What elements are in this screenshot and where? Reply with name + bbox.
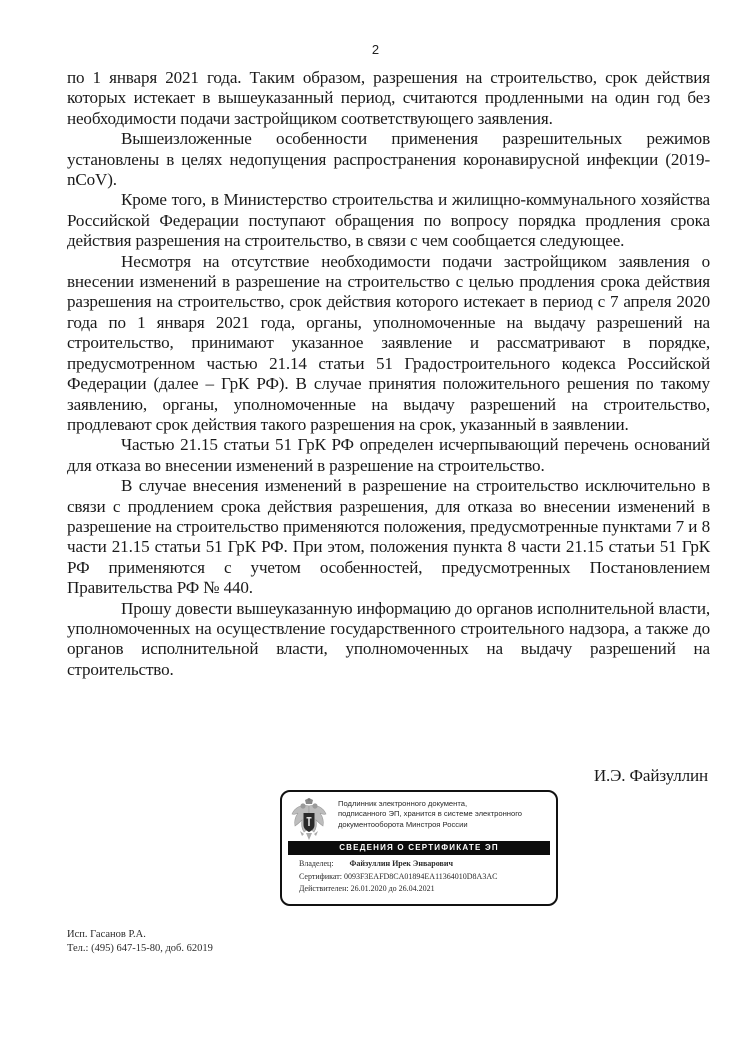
coat-of-arms-icon xyxy=(290,798,328,842)
paragraph: Прошу довести вышеуказанную информацию до органов исполнительной власти, уполномоченных на осуществление государственного строительного надзора, а также до органов исполнительной власти, уполномоченных на выдачу разрешений на строительство. xyxy=(67,598,710,679)
stamp-header-line: документооборота Минстроя России xyxy=(338,819,468,829)
owner-row xyxy=(299,858,554,871)
paragraph: Частью 21.15 статьи 51 ГрК РФ определен исчерпывающий перечень оснований для отказа во внесении изменений в разрешение на строительство. xyxy=(67,435,710,475)
validity-value: 26.01.2020 до 26.04.2021 xyxy=(350,884,435,894)
paragraph: В случае внесения изменений в разрешение на строительство исключительно в связи с продлением срока действия разрешения, для отказа во внесении изменений в разрешение на строительство применяются положения, предусмотренные пунктами 7 и 8 части 21.15 статьи 51 ГрК РФ. При этом, положения пункта 8 части 21.15 статьи 51 ГрК РФ применяются с учетом особенностей, предусмотренных Постановлением Правительства РФ № 440. xyxy=(67,476,710,598)
stamp-header-line: подписанного ЭП, хранится в системе электронного xyxy=(338,809,523,819)
certificate-details xyxy=(299,858,554,896)
executor-name: Исп. Гасанов Р.А. xyxy=(67,929,146,940)
executor-info xyxy=(67,928,213,956)
paragraph: Вышеизложенные особенности применения разрешительных режимов установлены в целях недопущения распространения коронавирусной инфекции (2019-nCoV). xyxy=(67,129,710,190)
executor-phone: Тел.: (495) 647-15-80, доб. 62019 xyxy=(67,943,213,954)
certificate-value: 0093F3EAFD8CA01894EA11364010D8A3AC xyxy=(343,871,498,881)
certificate-label: Сертификат: xyxy=(299,871,342,881)
paragraph: по 1 января 2021 года. Таким образом, разрешения на строительство, срок действия которых истекает в вышеуказанный период, считаются продленными на один год без необходимости подачи застройщиком соответствующего заявления. xyxy=(67,68,710,128)
signatory-name: И.Э. Файзуллин xyxy=(593,766,708,785)
stamp-header xyxy=(338,799,553,830)
validity-label: Действителен: xyxy=(299,884,349,894)
validity-row xyxy=(299,883,554,896)
owner-name: Файзуллин Ирек Энварович xyxy=(349,859,453,868)
paragraph: Несмотря на отсутствие необходимости подачи застройщиком заявления о внесении изменений в разрешение на строительство с целью продления срока действия разрешения на строительство, срок действия которого истекает в период с 7 апреля 2020 года по 1 января 2021 года, органы, уполномоченные на выдачу разрешений на строительство, принимают указанное заявление и рассматривают в порядке, предусмотренном частью 21.14 статьи 51 Градостроительного кодекса Российской Федерации (далее – ГрК РФ). В случае принятия положительного решения по такому заявлению, органы, уполномоченные на выдачу разрешений на строительство, продлевают срок действия такого разрешения на срок, указанный в заявлении. xyxy=(67,251,710,434)
stamp-header-line: Подлинник электронного документа, xyxy=(338,799,468,808)
letter-body xyxy=(67,68,710,680)
paragraph: Кроме того, в Министерство строительства и жилищно-коммунального хозяйства Российской Федерации поступают обращения по вопросу порядка продления срока действия разрешения на строительство, в связи с чем сообщается следующее. xyxy=(67,190,710,251)
electronic-signature-stamp xyxy=(280,790,558,906)
certificate-info-title: СВЕДЕНИЯ О СЕРТИФИКАТЕ ЭП xyxy=(288,841,550,855)
owner-label: Владелец: xyxy=(299,859,334,868)
page-number: 2 xyxy=(371,42,380,57)
certificate-row xyxy=(299,871,554,884)
